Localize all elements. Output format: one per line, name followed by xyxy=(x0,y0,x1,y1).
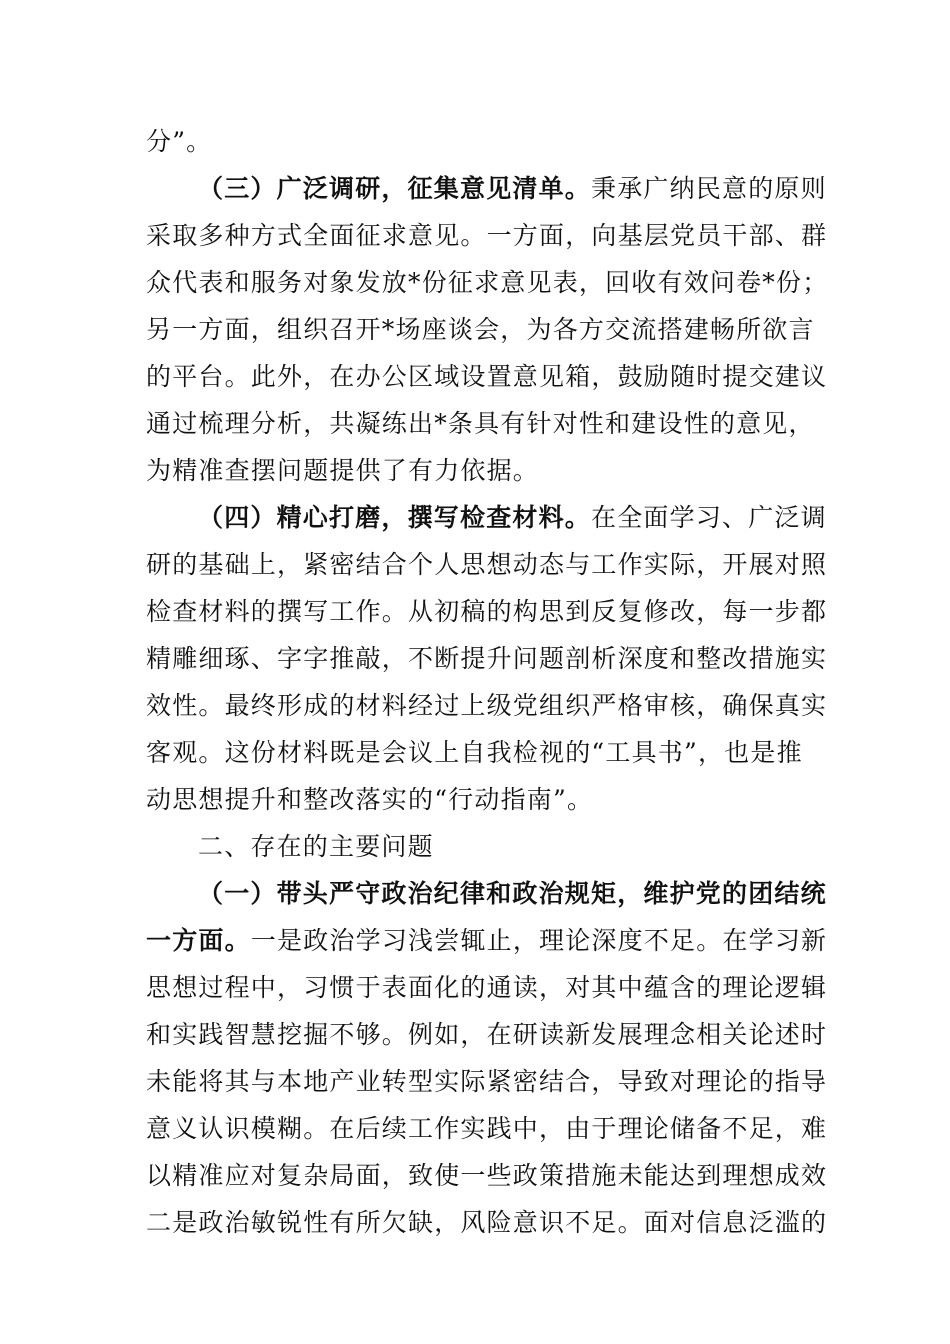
document-body xyxy=(146,118,829,1246)
text-line: 采取多种方式全面征求意见。一方面，向基层党员干部、群 xyxy=(146,221,828,250)
text-line: 一方面。一是政治学习浅尝辄止，理论深度不足。在学习新 xyxy=(146,926,828,955)
section-4-title: （四）精心打磨，撰写检查材料。 xyxy=(198,503,592,532)
section-4-paragraph-start: （四）精心打磨，撰写检查材料。在全面学习、广泛调 xyxy=(198,503,827,532)
section-3-paragraph-start: （三）广泛调研，征集意见清单。秉承广纳民意的原则 xyxy=(198,174,827,203)
text-line: 众代表和服务对象发放*份征求意见表，回收有效问卷*份； xyxy=(146,268,829,297)
text-line: 和实践智慧挖掘不够。例如，在研读新发展理念相关论述时 xyxy=(146,1020,828,1049)
text-line: 以精准应对复杂局面，致使一些政策措施未能达到理想成效 xyxy=(146,1161,828,1190)
text-line: 二是政治敏锐性有所欠缺，风险意识不足。面对信息泛滥的 xyxy=(146,1208,828,1237)
text-line: 思想过程中，习惯于表面化的通读，对其中蕴含的理论逻辑 xyxy=(146,973,828,1002)
text-line: 分”。 xyxy=(146,127,213,156)
text-line: 检查材料的撰写工作。从初稿的构思到反复修改，每一步都 xyxy=(146,597,828,626)
text-line: 另一方面，组织召开*场座谈会，为各方交流搭建畅所欲言 xyxy=(146,315,815,344)
section-3-title: （三）广泛调研，征集意见清单。 xyxy=(198,174,592,203)
text-line: 意义认识模糊。在后续工作实践中，由于理论储备不足，难 xyxy=(146,1114,828,1143)
text-line: 效性。最终形成的材料经过上级党组织严格审核，确保真实 xyxy=(146,691,828,720)
text-line: 的平台。此外，在办公区域设置意见箱，鼓励随时提交建议 xyxy=(146,362,828,391)
subsection-1-title-cont: 一方面。 xyxy=(146,926,251,955)
text-line: 未能将其与本地产业转型实际紧密结合，导致对理论的指导 xyxy=(146,1067,828,1096)
chapter-2-heading: 二、存在的主要问题 xyxy=(198,832,434,861)
subsection-1-title: （一）带头严守政治纪律和政治规矩，维护党的团结统 xyxy=(198,879,827,908)
text-line: 精雕细琢、字字推敲，不断提升问题剖析深度和整改措施实 xyxy=(146,644,828,673)
text-line: 客观。这份材料既是会议上自我检视的“工具书”，也是推 xyxy=(146,738,803,767)
text-line: 研的基础上，紧密结合个人思想动态与工作实际，开展对照 xyxy=(146,550,828,579)
text-line: 为精准查摆问题提供了有力依据。 xyxy=(146,456,540,485)
text-line: 通过梳理分析，共凝练出*条具有针对性和建设性的意见， xyxy=(146,409,815,438)
subsection-1-paragraph-start xyxy=(146,870,827,917)
text-line: 动思想提升和整改落实的“行动指南”。 xyxy=(146,785,594,814)
